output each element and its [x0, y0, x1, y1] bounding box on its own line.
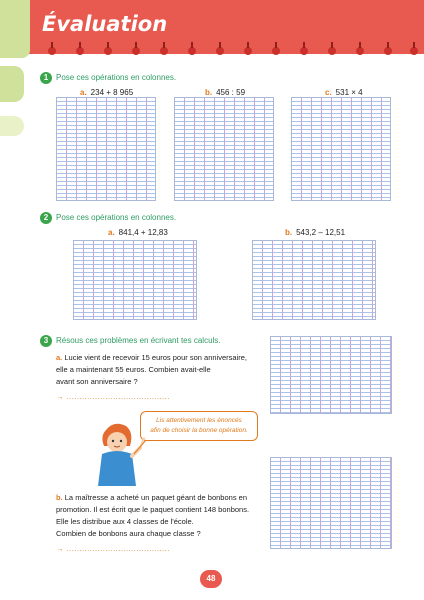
- grid-paper[interactable]: [73, 240, 197, 320]
- exercise-number: 2: [40, 212, 52, 224]
- grid-paper[interactable]: [291, 97, 391, 201]
- side-tab: [0, 116, 24, 136]
- grid-paper[interactable]: [174, 97, 274, 201]
- operation-label: b. 456 : 59: [205, 88, 246, 97]
- operation-label: a. 234 + 8 965: [80, 88, 134, 97]
- exercise-number: 1: [40, 72, 52, 84]
- pointer-line-icon: [132, 438, 148, 456]
- exercise-instruction: Pose ces opérations en colonnes.: [56, 213, 177, 222]
- answer-line[interactable]: → ........................................: [56, 392, 170, 401]
- operation-label: a. 841,4 + 12,83: [108, 228, 168, 237]
- answer-line[interactable]: → ........................................: [56, 544, 170, 553]
- tip-bubble: Lis attentivement les énoncés afin de choisir la bonne opération.: [140, 411, 258, 441]
- operation-label: b. 543,2 – 12,51: [285, 228, 346, 237]
- problem-a: a. Lucie vient de recevoir 15 euros pour son anniversaire, elle a maintenant 55 euros. Combien avait-elle avant son anniversaire ?: [56, 353, 247, 386]
- grid-paper[interactable]: [252, 240, 376, 320]
- page-title: Évaluation: [42, 12, 168, 36]
- grid-paper[interactable]: [270, 336, 392, 414]
- operation-label: c. 531 × 4: [325, 88, 363, 97]
- side-tab: [0, 66, 24, 102]
- grid-paper[interactable]: [56, 97, 156, 201]
- exercise-number: 3: [40, 335, 52, 347]
- page-number: 48: [200, 570, 222, 588]
- spiral-binding: [0, 47, 424, 59]
- exercise-instruction: Résous ces problèmes en écrivant tes calculs.: [56, 336, 221, 345]
- exercise-instruction: Pose ces opérations en colonnes.: [56, 73, 177, 82]
- grid-paper[interactable]: [270, 457, 392, 549]
- problem-b: b. La maîtresse a acheté un paquet géant de bonbons en promotion. Il est écrit que le paquet contient 148 bonbons. Elle les distribue aux 4 classes de l'école. Combien de bonbons aura chaque classe ?: [56, 493, 250, 538]
